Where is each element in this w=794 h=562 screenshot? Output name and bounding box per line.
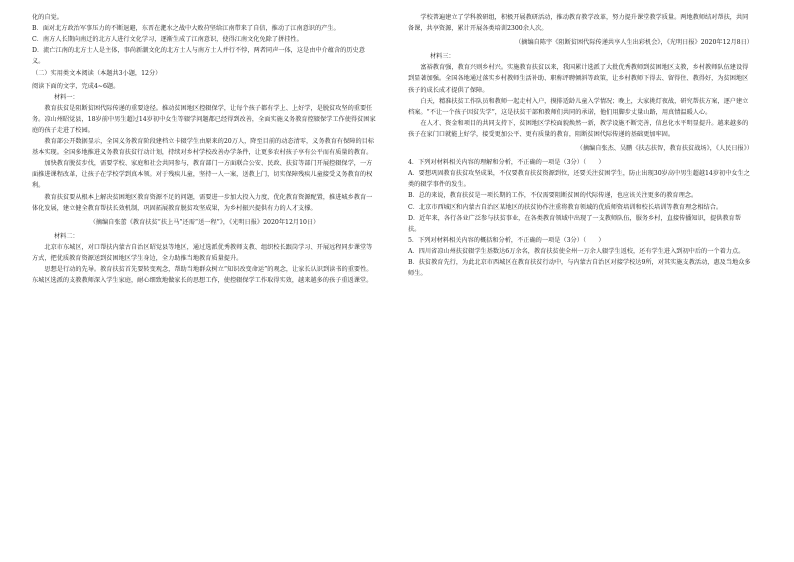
paragraph: 化的自觉。 [32,14,63,21]
option-d: D．流亡江南的北方士人是主体，事尚新潮文化的北方士人与南方士人并行不悖，两者同声一体，这是由中介蕴含的历史意义。 [32,47,365,66]
section-heading: （二）实用类文本阅读（本题共3小题，12分） [32,70,162,78]
paragraph: 加快教育脱贫步伐，需要学校、家庭和社会共同参与，教育部门一方面联合公安、民政、扶贫等部门开展控辍保学，一方面推进课程改革，让孩子在学校学到真本领。对于残疾儿童，坚持一人一案，送教上门，切实保障残疾儿童接受义务教育的权利。 [32,160,373,190]
option-b: B．面对北方政治军事压力的不断退避，东晋在淝水之战中大败苻坚给江南带来了自信，推动了江南意识的产生。 [32,25,340,33]
paragraph: 教育扶贫是阻断贫困代际传递的重要途径。推动贫困地区控辍保学，让每个孩子都有学上、上好学，是脱贫攻坚的重要任务。凉山州昭觉县，18岁前中男生超过14岁初中女生等辍学问题都已经得到改善，全面实施义务教育控辍保学工作使得贫困家庭的孩子走进了校园。 [32,104,376,134]
paragraph: 白天，精准扶贫工作队员和教师一起走村入户，摸排适龄儿童入学情况；晚上，大家挑灯夜战，研究帮扶方案，逐户建立档案。“不让一个孩子因贫失学”，这是扶贫干部和教师们共同的承诺，他们用脚步丈量山路，用真情温暖人心。 [408,97,749,116]
paragraph: 教育扶贫要从根本上解决贫困地区教育资源不足的问题，需要进一步加大投入力度，优化教育资源配置，推进城乡教育一体化发展，建立健全教育帮扶长效机制，巩固拓展教育脱贫攻坚成果，为乡村振兴提供有力的人才支撑。 [32,193,373,212]
paragraph: 富裕教育强，教育兴则乡村兴。实施教育扶贫以来，我国累计选派了大批优秀教师到贫困地区支教，乡村教师队伍建设得到显著加强。全国各地通过落实乡村教师生活补助、职称评聘倾斜等政策，让乡村教师下得去、留得住、教得好，为贫困地区孩子的成长成才提供了保障。 [408,64,749,94]
paragraph: 北京市东城区，对口帮扶内蒙古自治区昭觉县等地区，通过选派优秀教师支教、组织校长跟岗学习、开展远程同步课堂等方式，把优质教育资源送到贫困地区学生身边，全力助推当地教育质量提升。 [32,243,373,262]
question-5-option-a: A．四川省凉山州扶贫辍学生基数达6万余名，教育扶贫使全州一万余人辍学生返校，还有学生进入到初中后的一个着力点。 [408,247,745,255]
instruction: 阅读下面的文字，完成4~6题。 [32,82,120,90]
question-4-option-a: A．要想巩固教育扶贫攻坚成果，不仅要教育扶贫资源到位，还要关注贫困学生，防止出现30岁高中男生超越14岁初中女生之类的辍学事件的发生。 [408,170,750,189]
question-5-option-b: B．扶贫教育先行，为此北京市西城区在教育扶贫行动中，与内蒙古自治区对接学校达9所，对其实施支教活动，惠及当地众多师生。 [408,258,751,278]
paragraph: 学校普遍建立了学科教研组，积极开展教研活动，推动教育教学改革，努力提升课堂教学质量。两地教师结对帮扶，共同备课，共享资源，累计开展各类培训2300余人次。 [408,14,749,33]
material-1-title: 材料一： [54,93,79,101]
paragraph: 教育部公开数据显示，全国义务教育阶段建档立卡辍学生由原来的20万人，降至目前的动态清零，义务教育有保障的目标基本实现。全国多地推进义务教育扶贫行动计划，持续对乡村学校改善办学条件，让更多农村孩子享有公平而有质量的教育。 [32,138,375,157]
question-4-option-b: B．总的来说，教育扶贫是一项长期的工作，不仅需要阻断贫困的代际传递，也应该关注更多的教育理念。 [408,192,698,200]
left-column [32,12,377,286]
question-4: 4．下列对材料相关内容的理解和分析，不正确的一项是（3分）（ ） [408,159,605,167]
paragraph: 思想是行动的先导。教育扶贫首先要转变观念，帮助当地群众树立“知识改变命运”的观念，让家长认识到读书的重要性。东城区选派的支教教师深入学生家庭，耐心细致地做家长的思想工作，使控辍保学工作取得实效，越来越多的孩子重返课堂。 [32,266,373,285]
question-4-option-c: C．北京市西城区和内蒙古自治区某地区的扶贫协作注重将教育领域的优质师资培训和校长培训等教育理念相结合。 [408,203,723,211]
question-4-option-d: D．近年来，各行各业广泛参与扶贫事业，在各类教育领域中出现了一支教师队伍，服务乡村，直接传播知识，提供教育帮扶。 [408,214,741,233]
source-citation: （摘编自张杰、吴鹏《扶志扶智，教育扶贫战场》，《人民日报》） [576,145,753,153]
source-citation: （摘编自张蕾《教育扶贫“扶上马”还需“送一程”》，《光明日报》2020年12月10日） [89,218,320,226]
material-3-title: 材料三： [430,53,455,61]
question-5: 5．下列对材料相关内容的概括和分析，不正确的一项是（3分）（ ） [408,236,605,244]
option-c: C．南方人长期向南迁的北方人进行文化学习，逐渐生成了江南意识，使得江南文化免除了拼挂性。 [32,36,303,44]
material-2-title: 材料二： [54,232,79,240]
right-column [408,12,753,279]
paragraph: 在人才、资金和项目的共同支持下，贫困地区学校面貌焕然一新，教学设施不断完善，信息化水平明显提升。越来越多的孩子在家门口就能上好学，接受更加公平、更有质量的教育，阻断贫困代际传递的基础更加牢固。 [408,119,749,138]
source-citation: （摘编自陈宇《阻断贫困代际传递共享人生出彩机会》，《光明日报》2020年12月8日） [515,39,753,47]
